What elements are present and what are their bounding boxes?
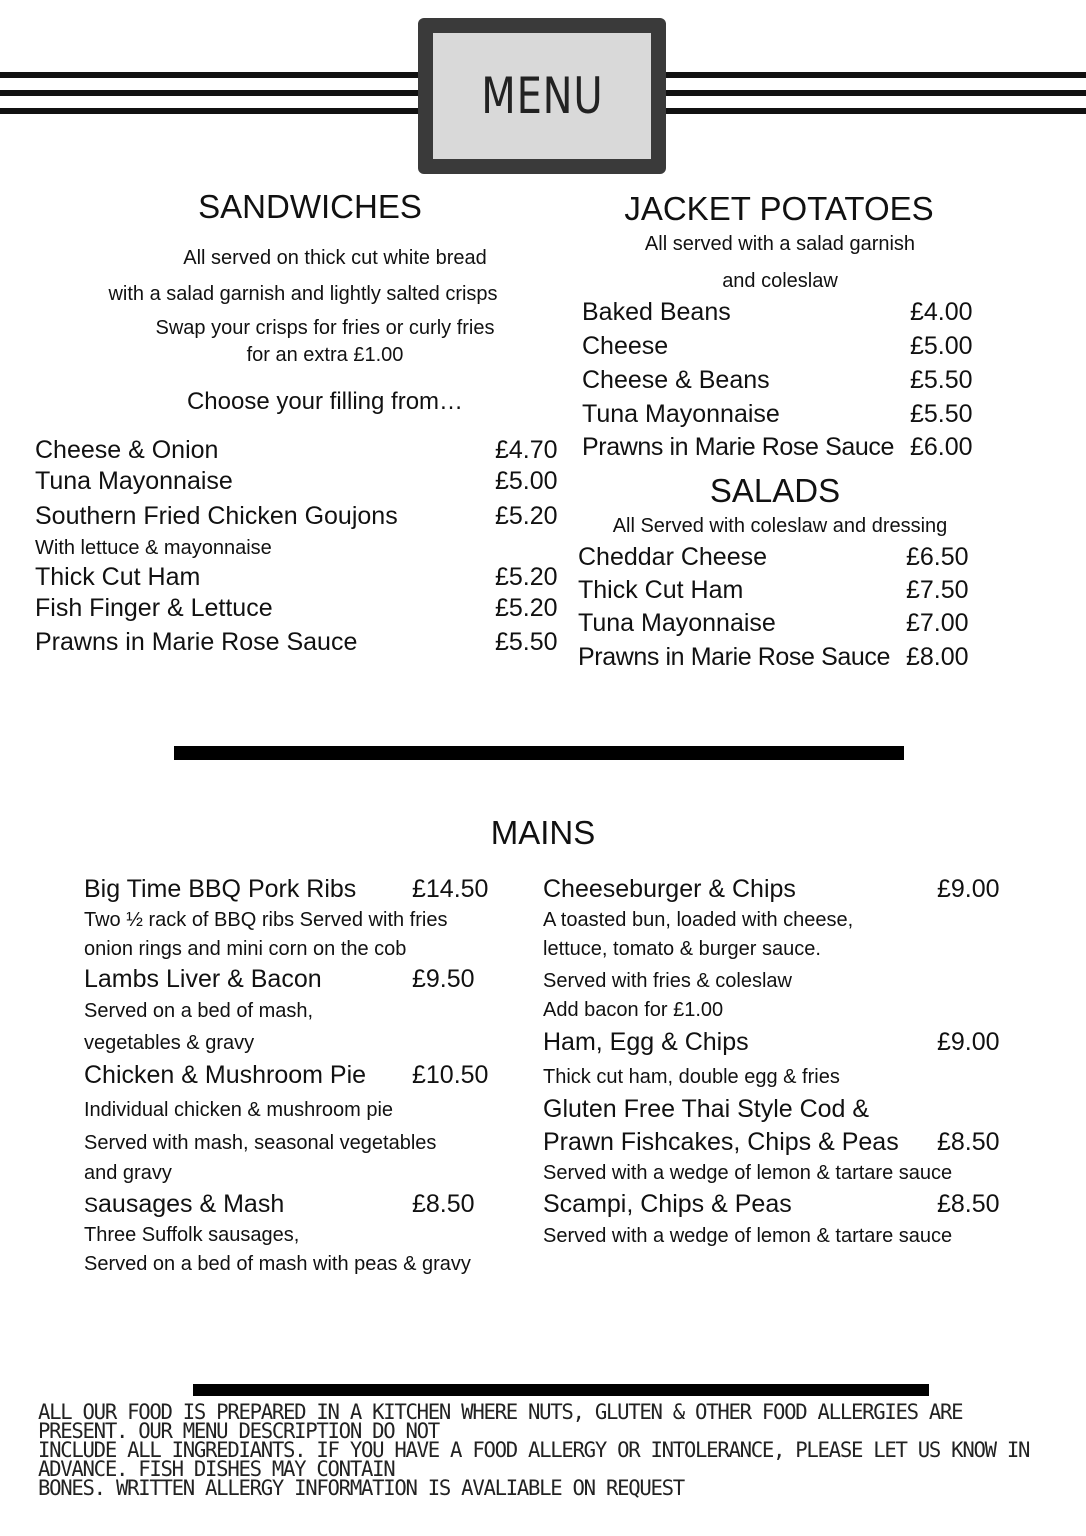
main-item-price: £9.00 (937, 1028, 1000, 1056)
sandwich-item-name: Fish Finger & Lettuce (35, 594, 273, 622)
header-rule-right-top (666, 72, 1086, 78)
salad-item-name: Cheddar Cheese (578, 543, 768, 571)
main-item-name-prefix: S (84, 1194, 99, 1217)
header-rule-right-mid (666, 90, 1086, 96)
main-item-name: Lambs Liver & Bacon (84, 965, 322, 993)
main-item-desc: lettuce, tomato & burger sauce. (543, 938, 821, 960)
sandwiches-note-4: for an extra £1.00 (246, 344, 404, 366)
sandwich-item-name: Southern Fried Chicken Goujons (35, 502, 398, 530)
jacket-item-name: Prawns in Marie Rose Sauce (582, 433, 894, 461)
salads-title: SALADS (709, 472, 841, 509)
header-rule-right-bottom (666, 108, 1086, 114)
jacket-item-name: Tuna Mayonnaise (582, 400, 780, 428)
main-item-desc: A toasted bun, loaded with cheese, (543, 909, 854, 931)
main-item-desc: Served with a wedge of lemon & tartare sauce (543, 1162, 953, 1184)
main-item-name: Ham, Egg & Chips (543, 1028, 749, 1056)
header-rule-left-bottom (0, 108, 418, 114)
sandwich-item-name: Thick Cut Ham (35, 563, 201, 591)
sandwich-item-price: £5.00 (495, 467, 558, 495)
main-item-desc: and gravy (84, 1162, 172, 1184)
main-item-name: Chicken & Mushroom Pie (84, 1061, 367, 1089)
salad-item-name: Thick Cut Ham (578, 576, 744, 604)
main-item-name-rest: ausages & Mash (98, 1190, 285, 1218)
jacket-item-name: Cheese & Beans (582, 366, 770, 394)
main-item-name: Cheeseburger & Chips (543, 875, 796, 903)
jacket-note-1: All served with a salad garnish (644, 233, 916, 255)
jacket-item-price: £4.00 (910, 298, 973, 326)
main-item-price: £14.50 (412, 875, 489, 903)
sandwiches-note-1: All served on thick cut white bread (183, 247, 487, 269)
salads-note: All Served with coleslaw and dressing (612, 515, 948, 537)
sandwich-item-price: £5.20 (495, 594, 558, 622)
jacket-item-price: £5.00 (910, 332, 973, 360)
main-item-desc: Served on a bed of mash, (84, 1000, 314, 1022)
main-item-desc: Two ½ rack of BBQ ribs Served with fries (84, 909, 448, 931)
main-item-desc: onion rings and mini corn on the cob (84, 938, 407, 960)
main-item-desc: Individual chicken & mushroom pie (84, 1099, 394, 1121)
main-item-desc: Thick cut ham, double egg & fries (543, 1066, 840, 1088)
jacket-item-price: £5.50 (910, 400, 973, 428)
main-item-price: £8.50 (937, 1128, 1000, 1156)
main-item-desc: Served with fries & coleslaw (543, 970, 792, 992)
jacket-item-price: £5.50 (910, 366, 973, 394)
main-item-name: Prawn Fishcakes, Chips & Peas (543, 1128, 899, 1156)
salad-item-name: Prawns in Marie Rose Sauce (578, 643, 890, 671)
main-item-desc: vegetables & gravy (84, 1032, 255, 1054)
salad-item-price: £6.50 (906, 543, 969, 571)
sandwich-item-price: £5.20 (495, 563, 558, 591)
sandwich-item-name: Cheese & Onion (35, 436, 219, 464)
salad-item-name: Tuna Mayonnaise (578, 609, 776, 637)
main-item-name: Scampi, Chips & Peas (543, 1190, 792, 1218)
disclaimer-line-1: ALL OUR FOOD IS PREPARED IN A KITCHEN WHERE NUTS, GLUTEN & OTHER FOOD ALLERGIES ARE PRESENT. OUR MENU DESCRIPTION DO NOT (38, 1399, 963, 1444)
page-title: MENU (480, 67, 604, 125)
main-item-desc: Served with mash, seasonal vegetables (84, 1132, 437, 1154)
menu-title-panel (433, 33, 651, 159)
main-item-price: £9.50 (412, 965, 475, 993)
sandwich-item-price: £4.70 (495, 436, 558, 464)
jacket-item-name: Cheese (582, 332, 669, 360)
main-item-desc: Add bacon for £1.00 (543, 999, 724, 1021)
main-item-price: £9.00 (937, 875, 1000, 903)
mains-title: MAINS (490, 814, 596, 851)
disclaimer-line-2: INCLUDE ALL INGREDIANTS. IF YOU HAVE A FOOD ALLERGY OR INTOLERANCE, PLEASE LET US KNOW IN ADVANCE. FISH DISHES MAY CONTAIN (38, 1437, 1030, 1482)
disclaimer-line-3: BONES. WRITTEN ALLERGY INFORMATION IS AVALIABLE ON REQUEST (38, 1475, 684, 1501)
header-rule-left-mid (0, 90, 418, 96)
main-item-desc: Three Suffolk sausages, (84, 1224, 300, 1246)
main-item-price: £8.50 (412, 1190, 475, 1218)
sandwiches-note-3: Swap your crisps for fries or curly fries (155, 317, 495, 339)
main-item-price: £8.50 (937, 1190, 1000, 1218)
salad-item-price: £7.00 (906, 609, 969, 637)
jacket-potatoes-title: JACKET POTATOES (624, 190, 934, 227)
menu-title-box (418, 18, 666, 174)
sandwiches-choose-label: Choose your filling from… (186, 388, 464, 415)
main-item-desc: Served with a wedge of lemon & tartare sauce (543, 1225, 953, 1247)
main-item-price: £10.50 (412, 1061, 489, 1089)
sandwich-item-name: Tuna Mayonnaise (35, 467, 233, 495)
sandwiches-note-2: with a salad garnish and lightly salted crisps (108, 283, 498, 305)
sandwich-item-price: £5.50 (495, 628, 558, 656)
header-rule-left-top (0, 72, 418, 78)
salad-item-price: £8.00 (906, 643, 969, 671)
jacket-item-name: Baked Beans (582, 298, 731, 326)
main-item-name: Big Time BBQ Pork Ribs (84, 875, 357, 903)
sandwich-item-name: Prawns in Marie Rose Sauce (35, 628, 358, 656)
main-item-desc: Served on a bed of mash with peas & gravy (84, 1253, 471, 1275)
footer-divider (193, 1384, 929, 1396)
section-divider (174, 746, 904, 760)
sandwich-item-price: £5.20 (495, 502, 558, 530)
sandwiches-title: SANDWICHES (198, 188, 422, 225)
salad-item-price: £7.50 (906, 576, 969, 604)
allergy-disclaimer (38, 1399, 1044, 1501)
sandwich-item-desc: With lettuce & mayonnaise (35, 537, 272, 559)
jacket-item-price: £6.00 (910, 433, 973, 461)
main-item-name (84, 1190, 284, 1219)
main-item-name-line1: Gluten Free Thai Style Cod & (543, 1095, 870, 1123)
jacket-note-2: and coleslaw (722, 270, 838, 292)
